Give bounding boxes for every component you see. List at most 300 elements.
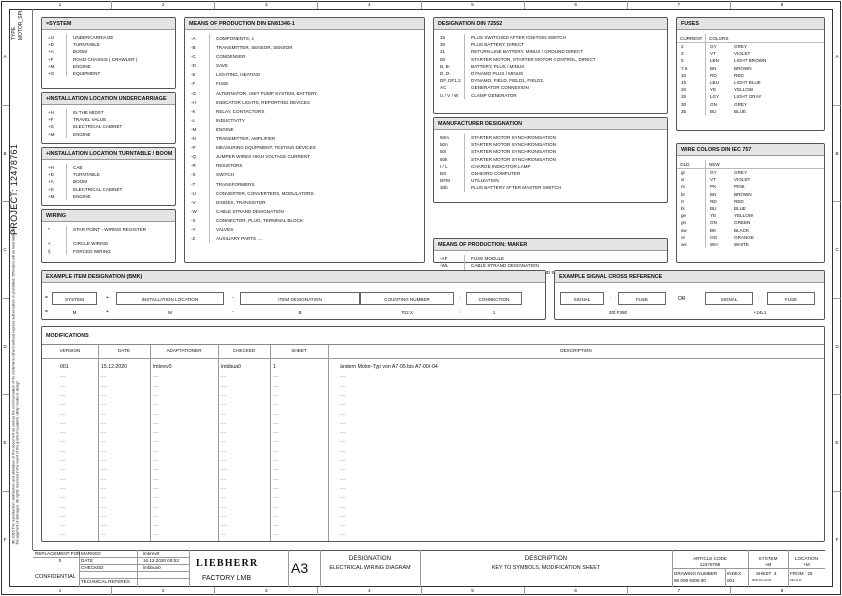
row-code: 2 [681, 44, 684, 49]
row-code: +D [48, 172, 55, 178]
row-text: STARTER MOTOR SYNCHRONISATION [464, 156, 667, 163]
modification-placeholder: .... [221, 457, 226, 462]
column-header: ADAPTATIONER [166, 348, 202, 353]
row-text: VALVES [209, 225, 424, 234]
modification-placeholder: .... [153, 382, 158, 388]
modification-placeholder: .... [221, 429, 226, 435]
row-text: EQUIPMENT [66, 70, 175, 77]
modification-placeholder: .... [221, 401, 226, 407]
row-code: +S [48, 124, 54, 130]
row-code: rs [681, 184, 685, 190]
row-text: BROWN [734, 65, 752, 71]
row-text [66, 233, 175, 240]
signal-dot: . [610, 294, 612, 300]
table-row [434, 34, 667, 41]
row-text: CAB [66, 164, 175, 171]
system-box [41, 17, 176, 89]
modification-placeholder: .... [273, 494, 278, 500]
type-label: TYPE [11, 26, 17, 40]
box-rows [434, 30, 667, 99]
modifications-header [42, 345, 824, 359]
row-text: VIOLET [734, 177, 751, 183]
row-abbr: BN [705, 65, 731, 72]
row-code: or [681, 234, 686, 240]
table-row [42, 63, 175, 70]
row-abbr: BU [705, 108, 731, 115]
box-rows [42, 105, 175, 138]
row-text: ENGINE [66, 63, 175, 70]
box-title: MANUFACTURER DESIGNATION [434, 118, 667, 130]
modification-placeholder: .... [101, 494, 106, 500]
column-number: 1 [58, 2, 62, 7]
row-code: § [48, 248, 51, 254]
checked-label: CHECKED [81, 565, 104, 570]
column-header: OLD [680, 162, 690, 167]
modification-placeholder: .... [101, 531, 106, 537]
row-code: -N [191, 136, 196, 142]
table-row [185, 98, 424, 107]
modification-placeholder: .... [340, 531, 345, 537]
table-row [677, 205, 824, 212]
table-row [434, 48, 667, 55]
table-row [434, 70, 667, 77]
row-code: -M [191, 126, 197, 132]
bmk-val-sep: = [45, 309, 48, 315]
drawing-number-value: 96 009 9308 90 [674, 578, 706, 583]
signal-box: SIGNAL [560, 292, 604, 305]
table-row [185, 225, 424, 234]
row-text: COMPONENTS, x [209, 34, 424, 43]
row-code: 15 [681, 79, 687, 85]
modification-placeholder: .... [153, 531, 158, 537]
row-text: TRANSFORMERS [209, 180, 424, 189]
box-rows [185, 30, 424, 243]
modification-placeholder: .... [221, 438, 226, 444]
row-text: RELAY, CONTACTORS [209, 107, 424, 116]
table-row [677, 183, 824, 190]
row-text: CONDENSER [209, 52, 424, 61]
table-row [434, 77, 667, 84]
column-number: 6 [524, 1, 627, 9]
modification-placeholder: .... [221, 475, 226, 481]
box-title: MEANS OF PRODUCTION DIN EN81346-1 [185, 18, 424, 30]
row-code: -C [191, 54, 196, 60]
table-row [434, 56, 667, 63]
table-row [185, 61, 424, 70]
table-row [185, 52, 424, 61]
modification-placeholder: .... [340, 512, 345, 518]
table-row [185, 43, 424, 52]
row-abbr: BU [705, 205, 731, 212]
row-code: +F [48, 56, 54, 62]
row-code: +H [48, 110, 55, 115]
modification-placeholder: .... [340, 522, 345, 528]
wiring-box [41, 209, 176, 263]
row-code: 10 [681, 72, 687, 78]
column-number: 5 [421, 587, 524, 595]
din72552-box [433, 17, 668, 114]
column-number: 7 [627, 1, 730, 9]
row-ruler-right [833, 9, 841, 587]
article-code-value: 12478768 [699, 562, 721, 567]
row-text: STAR POINT - WIRING REGISTER [66, 226, 175, 233]
row-code: gr [681, 170, 686, 175]
row-code: +S [48, 186, 54, 192]
row-text: BLUE [734, 205, 747, 211]
column-header: DATE [118, 348, 130, 353]
modification-placeholder: .... [153, 494, 158, 500]
table-row [434, 177, 667, 184]
table-row [185, 198, 424, 207]
column-number: 8 [730, 587, 833, 595]
modification-placeholder: .... [60, 484, 65, 490]
table-row [42, 131, 175, 138]
modification-placeholder: .... [153, 512, 158, 518]
modification-placeholder: .... [101, 484, 106, 490]
modification-placeholder: .... [101, 373, 106, 379]
manufacturer-box [433, 117, 668, 203]
table-row [677, 43, 824, 50]
modification-placeholder: .... [221, 531, 226, 537]
modification-placeholder: .... [221, 522, 226, 528]
sheet-label: SHEET 3 [756, 571, 777, 576]
modification-placeholder: .... [221, 391, 226, 397]
row-abbr: LGY [705, 93, 731, 100]
turntable-box [41, 147, 176, 206]
row-code: I / L [440, 163, 448, 169]
small-code-2: P90.11.11 [790, 579, 802, 582]
date-label: DATE [81, 558, 93, 563]
table-row [434, 92, 667, 99]
modification-placeholder: .... [60, 373, 65, 379]
row-text: IN THE MIDST [66, 109, 175, 116]
row-abbr: PK [705, 183, 731, 190]
row-text: RED [734, 198, 744, 204]
table-row [42, 123, 175, 130]
row-abbr: LBN [705, 57, 731, 64]
replacement-for-label: REPLACEMENT FOR [35, 551, 81, 556]
row-abbr: RD [705, 72, 731, 79]
row-abbr: BK [705, 227, 731, 234]
column-number: 8 [730, 1, 833, 9]
row-text: ENGINE [209, 125, 424, 134]
row-text: PLUS BATTERY, DIRECT [464, 41, 667, 48]
row-text: TURNTABLE [66, 171, 175, 178]
row-code: -K [191, 108, 196, 114]
row-code: ws [681, 241, 687, 247]
row-code: ge [681, 213, 687, 219]
bmk-title: EXAMPLE ITEM DESIGNATION (BMK) [42, 271, 545, 283]
table-row [434, 141, 667, 148]
row-abbr: GY [705, 169, 731, 176]
modification-placeholder: .... [221, 466, 226, 472]
row-code: -P [191, 145, 196, 151]
modification-placeholder: .... [60, 382, 65, 388]
row-text: ENGINE [66, 193, 175, 200]
row-code: DFM [440, 178, 450, 184]
signal-box: SIGNAL [705, 292, 753, 305]
signal-title: EXAMPLE SIGNAL CROSS REFERENCE [555, 271, 824, 283]
table-row [42, 164, 175, 171]
row-text: YELLOW [734, 87, 754, 93]
row-text: TRANSMITTER, SENSOR, SENSOR [209, 43, 424, 52]
table-row [434, 63, 667, 70]
row-letter: F [1, 491, 9, 588]
row-code: 35 [681, 108, 687, 114]
row-text: BROWN [734, 191, 752, 197]
description-heading: DESCRIPTION [524, 555, 568, 562]
row-code: 50 [440, 56, 446, 62]
row-code: -AF [440, 256, 448, 261]
designation-value: ELECTRICAL WIRING DIAGRAM [329, 565, 411, 571]
modification-placeholder: .... [60, 512, 65, 518]
modification-placeholder: .... [101, 457, 106, 462]
row-text: BATTERY, PLUS / MINUS [464, 63, 667, 70]
bmk-val: M [168, 310, 172, 315]
modification-placeholder: .... [221, 503, 226, 509]
row-code: -Z [191, 236, 196, 242]
table-row [434, 170, 667, 177]
row-code: 15 [440, 35, 446, 40]
row-code: =U [48, 35, 55, 40]
column-ruler-bottom [9, 587, 833, 595]
row-letter: C [1, 201, 9, 298]
table-row [434, 148, 667, 155]
row-text: CIRCLE WIRING [66, 240, 175, 247]
row-code: -E [191, 72, 196, 78]
row-text: STARTER MOTOR SYNCHRONISATION [464, 148, 667, 155]
modification-placeholder: .... [221, 512, 226, 518]
fuse-box: FUSE [618, 292, 666, 305]
row-text: RETURN LINE BATTERY, MINUS / GROUND DIRECT [464, 48, 667, 55]
row-text: AUXILIARY PARTS .... [209, 234, 424, 243]
row-letter: C [833, 201, 841, 298]
row-code: -R [191, 163, 196, 169]
row-code: -D [191, 63, 196, 69]
row-code: -H [191, 99, 196, 105]
row-code: -V [191, 199, 196, 205]
table-row [677, 241, 824, 248]
modification-placeholder: .... [153, 522, 158, 528]
row-text: TURNTABLE [66, 41, 175, 48]
bmk-sep: - [232, 295, 234, 301]
row-code: -A [191, 36, 196, 41]
table-row [677, 79, 824, 86]
modification-placeholder: .... [340, 410, 345, 416]
row-text: CLAMP GENERATOR [464, 92, 667, 99]
table-row [434, 41, 667, 48]
from-value: 25 [807, 571, 813, 576]
table-row [42, 178, 175, 185]
column-header: CURRENT [680, 36, 703, 41]
table-row [42, 48, 175, 55]
row-text: STARTER MOTOR SYNCHRONISATION [464, 134, 667, 141]
row-text: CABLE STRAND DESIGNATION [464, 262, 667, 269]
row-text: ELECTRICAL CABINET [66, 123, 175, 130]
table-row [185, 89, 424, 98]
row-code: 20 [681, 87, 687, 93]
row-code: +G [48, 70, 55, 76]
modification-placeholder: .... [101, 429, 106, 435]
row-code: 31 [440, 49, 446, 55]
row-text: STARTER MOTOR, STARTER MOTOR CONTROL, DIRECT [464, 56, 667, 63]
row-code: -B [191, 45, 196, 51]
modification-placeholder: .... [273, 429, 278, 435]
row-code: 30 [440, 42, 446, 48]
table-row [42, 34, 175, 41]
modification-placeholder: .... [273, 401, 278, 407]
modification-placeholder: .... [153, 484, 158, 490]
modification-placeholder: .... [273, 475, 278, 481]
column-number: 7 [627, 587, 730, 595]
row-code: bl [681, 205, 685, 211]
table-row [42, 171, 175, 178]
modification-placeholder: .... [101, 466, 106, 472]
table-row [434, 255, 667, 262]
row-code: -F [191, 81, 196, 87]
row-text: RED [734, 72, 744, 78]
modification-cell: 15.12.2020 [101, 364, 127, 370]
modification-placeholder: .... [340, 391, 345, 397]
row-code: +H [48, 165, 55, 170]
table-row [42, 116, 175, 123]
row-letter: F [833, 491, 841, 588]
table-row [185, 143, 424, 152]
row-letter: B [1, 105, 9, 202]
row-text: CHARGE INDICATOR LAMP [464, 163, 667, 170]
modification-placeholder: .... [60, 503, 65, 509]
row-code: +M [48, 193, 55, 199]
row-code: sw [681, 227, 687, 233]
column-header: DESCRIPTION [560, 348, 592, 353]
bmk-installation-box: INSTALLATION LOCATION [116, 292, 224, 305]
modification-placeholder: .... [60, 419, 65, 425]
table-row [185, 234, 424, 243]
modification-placeholder: .... [101, 512, 106, 518]
modification-placeholder: .... [221, 484, 226, 490]
format-label: A3 [291, 560, 309, 576]
column-header: SHEET [291, 348, 307, 353]
box-title: DESIGNATION DIN 72552 [434, 18, 667, 30]
box-rows [42, 160, 175, 200]
table-row [185, 134, 424, 143]
row-ruler-left [1, 9, 9, 587]
modification-placeholder: .... [340, 475, 345, 481]
location-value: +M [803, 562, 810, 567]
table-row [434, 184, 667, 191]
table-row [434, 84, 667, 91]
box-rows [42, 30, 175, 77]
row-abbr: VT [705, 50, 731, 57]
row-text: LIGHT BLUE [734, 79, 761, 85]
bmk-counting-box: COUNTING NUMBER [360, 292, 454, 305]
fuse-box: FUSE [767, 292, 815, 305]
bmk-val: 702.X [400, 310, 413, 315]
row-text: MEASURING EQUIPMENT, TESTING DEVICES [209, 143, 424, 152]
box-title: WIRE COLORS DIN IEC 757 [677, 144, 824, 156]
row-text: FUSE MODULE [464, 255, 667, 262]
modification-placeholder: .... [153, 447, 158, 453]
modification-placeholder: .... [153, 419, 158, 425]
table-row [677, 191, 824, 198]
row-code: < [48, 241, 51, 247]
bmk-val-sep: + [106, 309, 109, 315]
bmk-val-sep: - [232, 309, 234, 315]
row-code: 50k [440, 156, 448, 162]
modification-placeholder: .... [340, 503, 345, 509]
row-code [42, 233, 66, 240]
box-rows [434, 130, 667, 192]
row-text: ELECTRICAL CABINET [66, 186, 175, 193]
modification-placeholder: .... [153, 466, 158, 472]
row-text: ROAD CHASSIS ( CRAWLER ) [66, 56, 175, 63]
modification-placeholder: .... [101, 475, 106, 481]
row-code: DF, DF1,2 [440, 78, 461, 84]
column-number: 2 [111, 587, 214, 595]
modification-placeholder: .... [273, 484, 278, 490]
column-header: CHECKED [232, 348, 256, 353]
modification-placeholder: .... [60, 457, 65, 462]
wire-colors-box [676, 143, 825, 263]
column-header: COLORS [705, 34, 824, 42]
table-row [42, 186, 175, 193]
row-abbr: BN [705, 191, 731, 198]
modification-placeholder: .... [273, 419, 278, 425]
row-text: JUMPER WIRES HIGH VOLTAGE CURRENT [209, 152, 424, 161]
row-code: U / V / W [440, 92, 459, 98]
row-text: WHITE [734, 241, 749, 247]
table-row [677, 93, 824, 100]
row-code: AC [440, 85, 447, 91]
table-row [185, 216, 424, 225]
row-text: GENERATOR CONNEXION [464, 84, 667, 91]
modification-placeholder: .... [153, 503, 158, 509]
box-title: =SYSTEM [42, 18, 175, 30]
row-code: gn [681, 220, 687, 226]
column-number: 6 [524, 587, 627, 595]
table-row [677, 219, 824, 226]
row-code: 7.5 [681, 65, 688, 71]
row-code: 30 [681, 101, 687, 107]
signal-val: 30f.F380 [608, 310, 628, 315]
table-row [42, 41, 175, 48]
table-row [677, 176, 824, 183]
modification-placeholder: .... [153, 410, 158, 416]
bmk-system-box: SYSTEM [52, 292, 97, 305]
row-text: LIGHT BROWN [734, 58, 767, 64]
modification-placeholder: .... [153, 457, 158, 462]
row-code: -G [191, 90, 197, 96]
system-value: +M [764, 562, 772, 567]
modification-placeholder: .... [340, 447, 345, 453]
row-code: +M [48, 131, 55, 137]
row-abbr: GN [705, 219, 731, 226]
designation-heading: DESIGNATION [348, 555, 392, 562]
row-code: br [681, 191, 686, 197]
row-code: D, D- [440, 70, 451, 76]
modification-placeholder: .... [60, 494, 65, 500]
row-letter: E [833, 394, 841, 491]
table-row [677, 86, 824, 93]
box-title: MEANS OF PRODUCTION: MAKER [434, 239, 667, 251]
row-text: DIODES, TRANSISTOR [209, 198, 424, 207]
row-text: INDICATOR LIGHTS, REPORTING DEVICES [209, 98, 424, 107]
row-text: GREEN [734, 220, 751, 226]
row-code: vi [681, 177, 685, 183]
row-text: ON-BORD COMPUTER [464, 170, 667, 177]
undercarriage-box [41, 92, 176, 144]
table-row [185, 207, 424, 216]
